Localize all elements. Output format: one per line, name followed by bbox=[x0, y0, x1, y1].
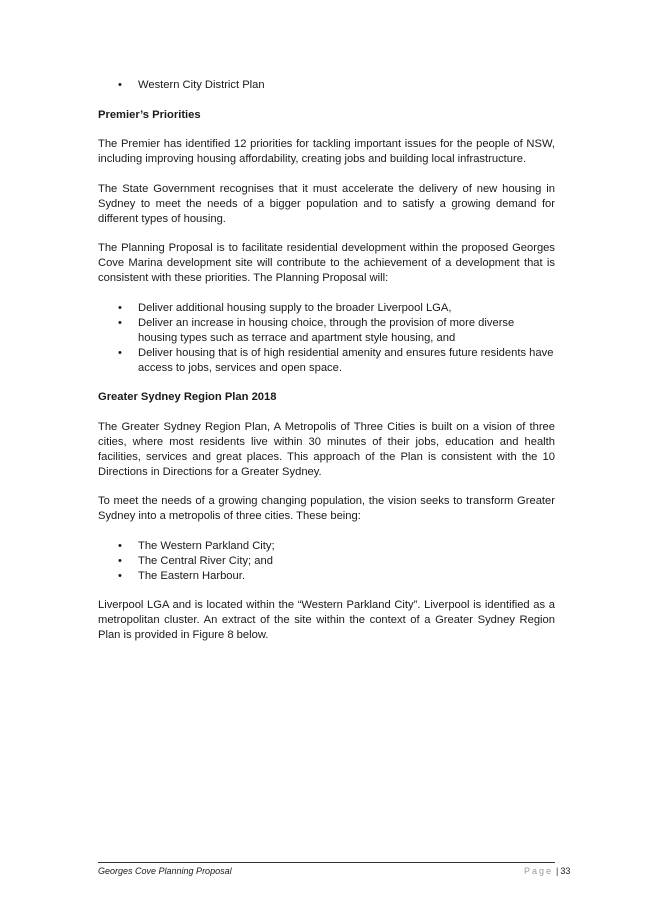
paragraph: The Planning Proposal is to facilitate residential development within the proposed Georges Cove Marina development site will contribute to the achievement of a development that is consistent with these priorities. The Planning Proposal will: bbox=[98, 242, 555, 284]
footer-page-number: 33 bbox=[560, 866, 571, 876]
list-item-text: Deliver housing that is of high residential amenity and ensures future residents have access to jobs, services and open space. bbox=[138, 346, 554, 374]
list-item-text: Deliver additional housing supply to the broader Liverpool LGA, bbox=[138, 301, 452, 314]
list-item-text: Western City District Plan bbox=[138, 79, 265, 91]
footer-document-title: Georges Cove Planning Proposal bbox=[98, 866, 232, 876]
footer-page-label: Page bbox=[524, 866, 554, 876]
bullet-icon: • bbox=[118, 569, 122, 582]
bullet-icon: • bbox=[118, 316, 122, 329]
bullet-icon: • bbox=[118, 301, 122, 314]
list-item bbox=[98, 554, 555, 569]
paragraph: The Greater Sydney Region Plan, A Metropolis of Three Cities is built on a vision of three cities, where most residents live within 30 minutes of their jobs, education and health facilities, services and great places. This approach of the Plan is consistent with the 10 Directions in Directions for a Greater Sydney. bbox=[98, 420, 555, 478]
region-plan-bullet-list bbox=[98, 539, 555, 584]
paragraph: The Premier has identified 12 priorities for tackling important issues for the people of NSW, including improving housing affordability, creating jobs and building local infrastructure. bbox=[98, 138, 555, 165]
paragraph: To meet the needs of a growing changing population, the vision seeks to transform Greater Sydney into a metropolis of three cities. These being: bbox=[98, 495, 555, 522]
bullet-icon: • bbox=[118, 539, 122, 552]
intro-bullet-list bbox=[98, 78, 555, 93]
bullet-icon: • bbox=[118, 346, 122, 359]
bullet-icon: • bbox=[118, 554, 122, 567]
paragraph: Liverpool LGA and is located within the “Western Parkland City”. Liverpool is identified as a metropolitan cluster. An extract of the site within the context of a Greater Sydney Region Plan is provided in Figure 8 below. bbox=[98, 599, 555, 641]
list-item bbox=[98, 539, 555, 554]
list-item-text: The Western Parkland City; bbox=[138, 539, 275, 552]
page-footer bbox=[98, 862, 571, 876]
list-item-text: Deliver an increase in housing choice, through the provision of more diverse housing types such as terrace and apartment style housing, and bbox=[138, 316, 515, 344]
footer-separator: | bbox=[556, 866, 559, 876]
list-item bbox=[98, 78, 555, 93]
list-item bbox=[98, 301, 555, 316]
section-heading-region-plan: Greater Sydney Region Plan 2018 bbox=[98, 391, 277, 403]
paragraph: The State Government recognises that it must accelerate the delivery of new housing in Sydney to meet the needs of a bigger population and to satisfy a growing demand for different types of housing. bbox=[98, 182, 555, 225]
section-heading-premiers: Premier’s Priorities bbox=[98, 108, 201, 121]
page-content bbox=[98, 78, 555, 658]
list-item bbox=[98, 569, 555, 584]
footer-page-info bbox=[524, 866, 570, 877]
list-item bbox=[98, 316, 555, 346]
list-item-text: The Eastern Harbour. bbox=[138, 569, 245, 582]
bullet-icon: • bbox=[118, 79, 122, 91]
list-item-text: The Central River City; and bbox=[138, 554, 273, 567]
list-item bbox=[98, 346, 555, 376]
premiers-bullet-list bbox=[98, 301, 555, 376]
